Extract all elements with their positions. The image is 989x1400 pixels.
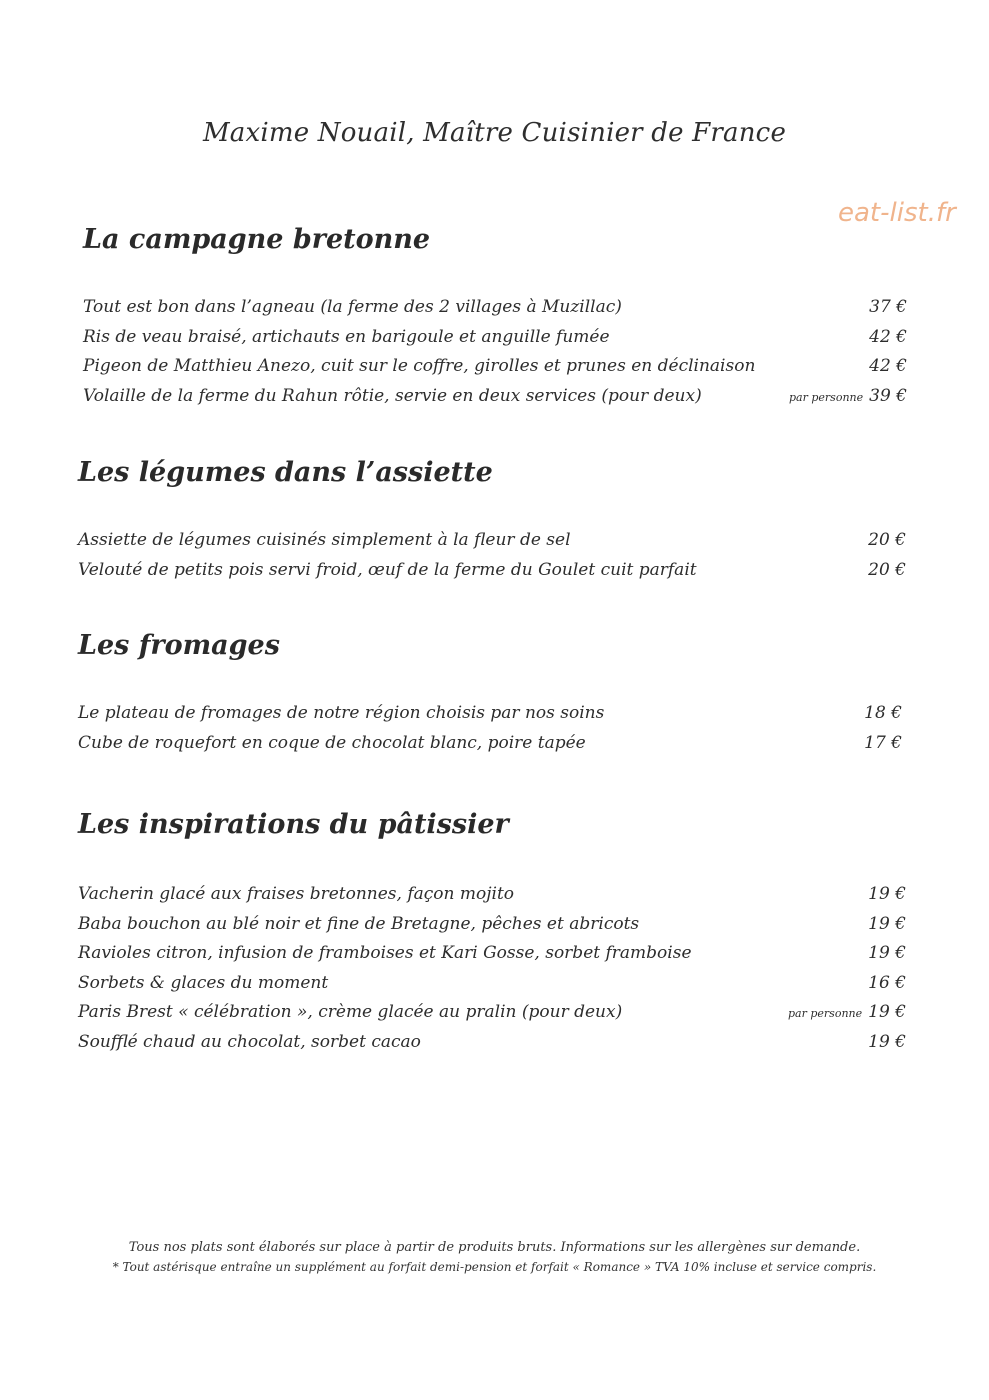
item-name: Ravioles citron, infusion de framboises et Kari Gosse, sorbet framboise [78,943,692,963]
item-list [78,703,902,762]
item-name: Velouté de petits pois servi froid, œuf de la ferme du Goulet cuit parfait [78,559,697,580]
menu-item [78,733,902,763]
item-price: 19 € [868,1002,906,1022]
section-title: Les inspirations du pâtissier [78,809,509,840]
item-name: Vacherin glacé aux fraises bretonnes, façon mojito [78,884,515,904]
section-title: Les légumes dans l’assiette [78,457,493,488]
item-price: 37 € [869,297,907,317]
menu-item [78,973,906,1003]
item-name: Cube de roquefort en coque de chocolat blanc, poire tapée [78,732,586,753]
item-name: Soufflé chaud au chocolat, sorbet cacao [78,1031,421,1052]
section-title: La campagne bretonne [83,224,431,255]
item-price: 19 € [868,1031,906,1052]
item-price: 18 € [864,703,902,723]
section-legumes [78,459,906,589]
menu-item [78,560,906,590]
item-name: Pigeon de Matthieu Anezo, cuit sur le coffre, girolles et prunes en déclinaison [83,356,756,376]
item-price: 19 € [868,913,906,934]
item-price: 16 € [868,972,906,993]
footer [0,1238,989,1276]
menu-item [78,1002,906,1032]
item-price: 20 € [868,530,906,550]
item-name: Baba bouchon au blé noir et fine de Bretagne, pêches et abricots [78,913,640,934]
item-name: Assiette de légumes cuisinés simplement à la fleur de sel [78,530,571,550]
item-list [78,530,906,589]
menu-item [83,386,907,416]
item-name: Paris Brest « célébration », crème glacée au pralin (pour deux) [78,1002,623,1022]
watermark: eat-list.fr [838,198,956,228]
item-name: Ris de veau braisé, artichauts en barigoule et anguille fumée [83,326,610,347]
item-name: Volaille de la ferme du Rahun rôtie, servie en deux services (pour deux) [83,385,702,406]
menu-item [78,943,906,973]
menu-item [78,1032,906,1062]
item-name: Sorbets & glaces du moment [78,972,329,993]
menu-item [83,297,907,327]
menu-item [78,703,902,733]
menu-item [78,914,906,944]
footer-allergens-note: Tous nos plats sont élaborés sur place à partir de produits bruts. Informations sur les allergènes sur demande. [128,1240,861,1255]
section-campagne-bretonne [83,226,907,415]
item-note: par personne [789,390,864,404]
item-list [83,297,907,415]
item-price: 42 € [869,356,907,376]
section-title: Les fromages [78,630,280,661]
section-patissier [78,811,906,1061]
menu-item [78,884,906,914]
item-price: 19 € [868,884,906,904]
item-name: Le plateau de fromages de notre région choisis par nos soins [78,703,605,723]
menu-item [83,356,907,386]
item-name: Tout est bon dans l’agneau (la ferme des 2 villages à Muzillac) [83,297,622,317]
item-price: 17 € [864,732,902,753]
footer-supplement-note: * Tout astérisque entraîne un supplément au forfait demi-pension et forfait « Romance » TVA 10% incluse et service compris. [112,1260,877,1274]
item-price: 19 € [868,943,906,963]
chef-title: Maxime Nouail, Maître Cuisinier de France [202,118,787,148]
menu-item [78,530,906,560]
section-fromages [78,632,902,762]
item-price: 20 € [868,559,906,580]
item-price: 39 € [869,385,907,406]
item-price: 42 € [869,326,907,347]
item-note: par personne [788,1007,863,1020]
item-list [78,884,906,1061]
menu-item [83,327,907,357]
